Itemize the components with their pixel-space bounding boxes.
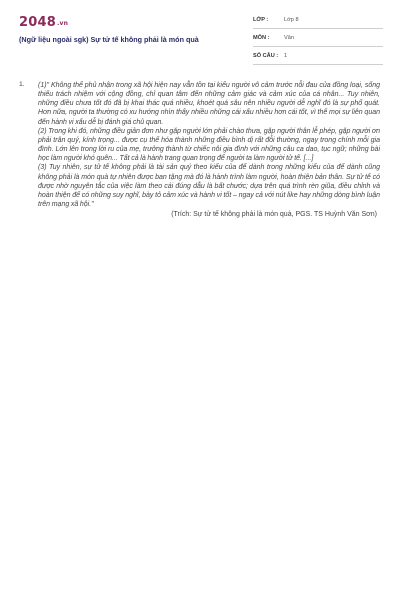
meta-key: MÔN : [253,35,270,41]
passage-source: (Trích: Sự tử tế không phải là món quà, PGS. TS Huỳnh Văn Sơn) [171,211,377,219]
logo-main: 2048 [19,15,56,30]
meta-value: Lớp 8 [284,17,299,23]
passage-paragraph-1: (1)" Không thể phủ nhận trong xã hội hiện nay vẫn tồn tại kiểu người vô cảm trước nỗi đau của đồng loại, sống thiếu trách nhiệm với cộng đồng, chỉ quan tâm đến những cảm giác và cảm xúc của cá nhân... Tuy nhiên, những điều chưa tốt đó đã bị khai thác quá nhiều, khoét quá sâu nên nhiều người dễ nghĩ đó là sự phổ quát. Hơn nữa, người ta thường có xu hướng nhìn thấy nhiều những cái xấu nhiều hơn cái tốt, vì thế mọi sự liên quan đến hành vi xấu dễ bị đánh giá chủ quan. [38,82,380,126]
meta-key: LỚP : [253,17,269,23]
meta-info [253,14,383,65]
meta-value: Văn [284,35,294,41]
meta-row-question-count [253,50,383,65]
question-body [38,81,380,219]
passage-paragraph-2: (2) Trong khi đó, những điều giản đơn như gặp người lớn phải chào thưa, gặp người thân lễ phép, gặp người ơn phải trân quý, kính trọng... được cụ thể hóa thành những điều bình dị rất đỗi thường, ngay trong chính mỗi gia đình. Lớn lên trong lời ru của mẹ, trưởng thành từ chiếc nôi gia đình với những câu ca dao, tục ngữ; những bài học làm người khó quên... Tất cả là hành trang quan trọng để người ta làm người tử tế. [...] [38,127,380,163]
meta-value: 1 [284,53,288,59]
question-number: 1. [19,81,25,88]
logo-suffix: .vn [56,20,69,27]
meta-row-class [253,14,383,29]
site-logo[interactable] [19,15,68,30]
passage-paragraph-3: (3) Tuy nhiên, sự tử tế không phải là tài sản quý theo kiểu của để dành trong những kiểu của để dành cũng không phải là món quà tự nhiên được ban tặng mà đó là hành trình làm người, hoàn thiện bản thân. Sự tử tế có được nhờ nguyên tắc của việc làm theo cái đúng dẫu là bất chước; dựa trên quá trình rèn giũa, điều chỉnh và hoàn thiện để có những suy nghĩ, bày tỏ cảm xúc và hành vi tốt – ngay cả với nút like hay những dòng bình luận trên mạng xã hội." [38,164,380,209]
meta-key: SỐ CÂU : [253,53,279,59]
page-subtitle: (Ngữ liệu ngoài sgk) Sự tử tế không phải là món quà [19,35,199,44]
meta-row-subject [253,32,383,47]
